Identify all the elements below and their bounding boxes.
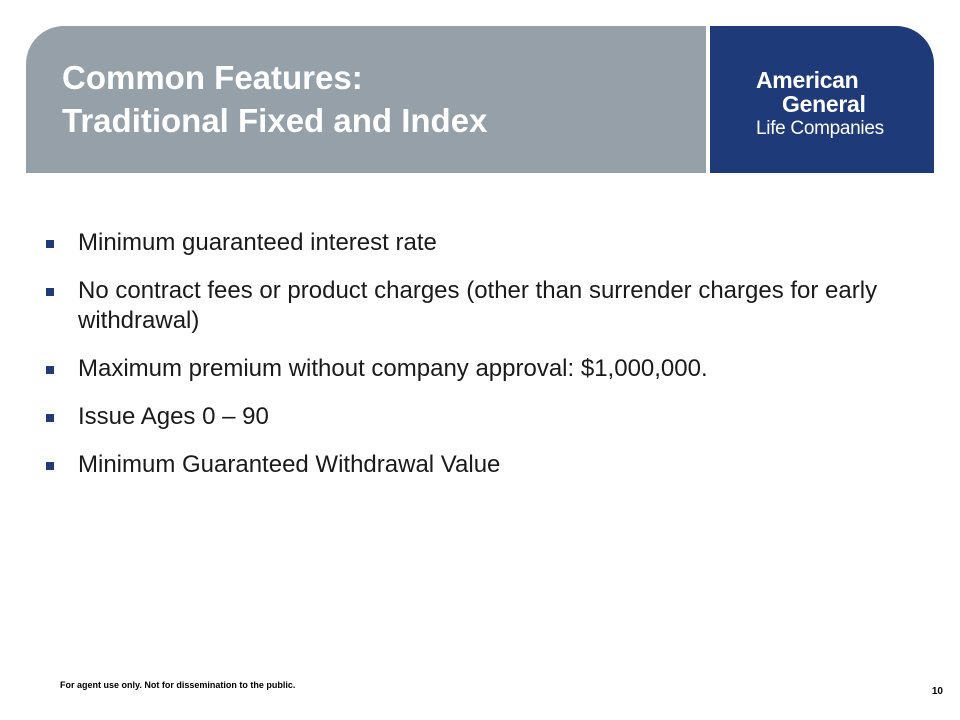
bullet-text: Issue Ages 0 – 90	[78, 403, 269, 430]
bullet-item	[46, 228, 926, 258]
logo-wordmark	[756, 68, 884, 142]
company-logo	[710, 26, 934, 173]
bullet-text: Minimum guaranteed interest rate	[78, 229, 437, 256]
square-bullet-icon	[46, 366, 54, 374]
feature-bullet-list	[46, 228, 926, 498]
bullet-item	[46, 276, 926, 336]
logo-line-general: General	[782, 91, 866, 117]
disclaimer-footer: For agent use only. Not for dissemination to the public.	[60, 680, 296, 690]
logo-line-life-companies: Life Companies	[756, 118, 884, 139]
square-bullet-icon	[46, 240, 54, 248]
bullet-text: No contract fees or product charges (other than surrender charges for early withdrawal)	[78, 277, 878, 334]
logo-line-american: American	[756, 67, 859, 93]
page-number: 10	[931, 686, 943, 697]
bullet-item	[46, 450, 926, 480]
bullet-text: Minimum Guaranteed Withdrawal Value	[78, 451, 501, 478]
slide-title	[62, 56, 487, 142]
bullet-text: Maximum premium without company approval: $1,000,000.	[78, 355, 708, 382]
slide-title-line-1: Common Features:	[62, 59, 363, 96]
bullet-item	[46, 402, 926, 432]
square-bullet-icon	[46, 288, 54, 296]
bullet-item	[46, 354, 926, 384]
square-bullet-icon	[46, 414, 54, 422]
square-bullet-icon	[46, 462, 54, 470]
slide-title-line-2: Traditional Fixed and Index	[62, 102, 488, 139]
